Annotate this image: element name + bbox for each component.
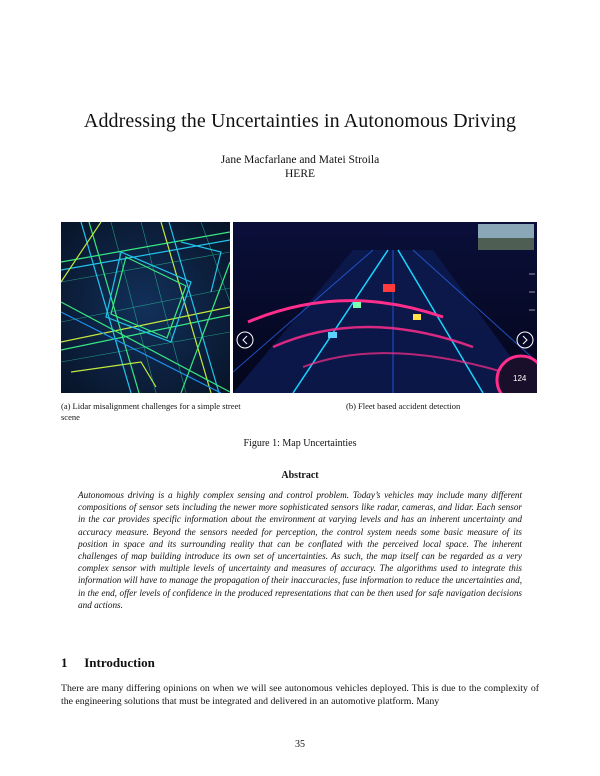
fleet-accident-detection-image xyxy=(233,222,537,393)
section-title: Introduction xyxy=(84,655,155,670)
figure-subcaption-a: (a) Lidar misalignment challenges for a simple street scene xyxy=(61,401,241,422)
author-affiliation: HERE xyxy=(284,168,316,180)
fleet-simulation-graphic xyxy=(233,222,537,393)
figure-subcaption-b: (b) Fleet based accident detection xyxy=(346,401,461,411)
lidar-point-cloud-graphic xyxy=(61,222,230,393)
abstract-heading: Abstract xyxy=(281,470,319,481)
author-block xyxy=(0,153,600,181)
paper-title: Addressing the Uncertainties in Autonomous Driving xyxy=(83,110,517,132)
introduction-paragraph: There are many differing opinions on when we will see autonomous vehicles deployed. This is due to the complexity of the engineering solutions that must be integrated and delivered in an automotive platform. Many xyxy=(61,683,539,708)
abstract-text: Autonomous driving is a highly complex sensing and control problem. Today’s vehicles may include many different compositions of sensor sets including the newer more sophisticated sensors like radar, cameras, and lidar. Each sensor in the car provides specific information about the environment at varying levels and has an inherent uncertainty and accuracy measure. Beyond the sensors needed for perception, the control system needs some basic measure of its position in space and its surrounding reality that can be conflated with the perceived local space. The inherent challenges of map building introduce its own set of uncertainties. As such, the map itself can be regarded as a very complex sensor with multiple levels of uncertainty and measures of accuracy. The algorithms used to integrate this information will have to manage the propagation of their inaccuracies, fuse information to reduce the uncertainties and, in the end, offer levels of confidence in the produced representations that can be then used for safe navigation decisions and actions. xyxy=(78,490,522,610)
author-names: Jane Macfarlane and Matei Stroila xyxy=(220,154,380,166)
page-number: 35 xyxy=(295,739,305,750)
figure-caption: Figure 1: Map Uncertainties xyxy=(243,438,357,449)
speed-readout: 124 xyxy=(513,374,527,383)
section-heading xyxy=(61,655,155,671)
lidar-misalignment-image xyxy=(61,222,230,393)
section-number: 1 xyxy=(61,655,68,670)
